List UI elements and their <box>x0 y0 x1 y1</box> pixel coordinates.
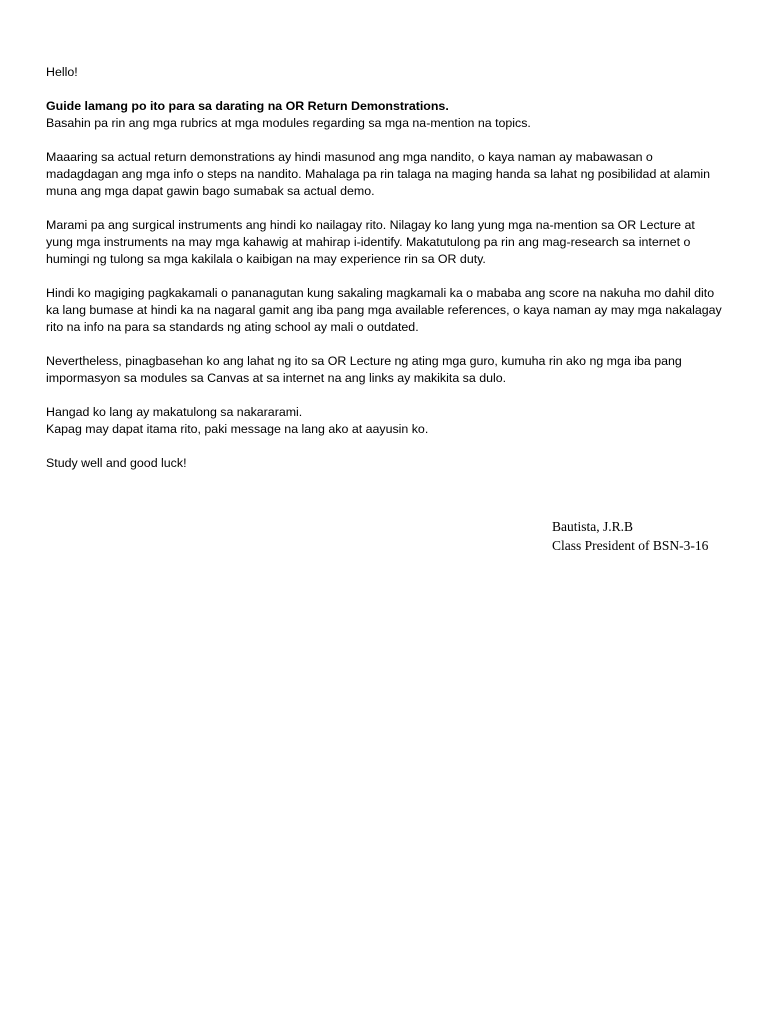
paragraph-closing <box>46 455 736 472</box>
paragraph-line: impormasyon sa modules sa Canvas at sa internet na ang links ay makikita sa dulo. <box>46 371 507 385</box>
paragraph-line: ka lang bumase at hindi ka na nagaral gamit ang iba pang mga available references, o kaya naman ay may mga nakalagay <box>46 303 722 317</box>
paragraph-sources <box>46 353 736 387</box>
closing-line: Study well and good luck! <box>46 456 187 470</box>
paragraph-hope <box>46 404 736 438</box>
paragraph-return-demo <box>46 149 736 200</box>
paragraph-line: yung mga instruments na may mga kahawig at mahirap i-identify. Makatutulong pa rin ang mag-research sa internet o <box>46 235 691 249</box>
signature-title: Class President of BSN-3-16 <box>552 538 709 553</box>
paragraph-line: Marami pa ang surgical instruments ang hindi ko nailagay rito. Nilagay ko lang yung mga na-mention sa OR Lecture at <box>46 218 695 232</box>
paragraph-line: rito na info na para sa standards ng ating school ay mali o outdated. <box>46 320 419 334</box>
greeting-text: Hello! <box>46 65 78 79</box>
paragraph-line: madagdagan ang mga info o steps na nandito. Mahalaga pa rin talaga na maging handa sa lahat ng posibilidad at alamin <box>46 167 711 181</box>
signature-block <box>552 517 708 555</box>
paragraph-line: Hangad ko lang ay makatulong sa nakararami. <box>46 405 303 419</box>
paragraph-line: Hindi ko magiging pagkakamali o pananagutan kung sakaling magkamali ka o mababa ang score na nakuha mo dahil dito <box>46 286 715 300</box>
intro-heading: Guide lamang po ito para sa darating na OR Return Demonstrations. <box>46 99 449 113</box>
intro-paragraph <box>46 98 736 132</box>
paragraph-instruments <box>46 217 736 268</box>
document-body <box>46 64 736 489</box>
intro-line: Basahin pa rin ang mga rubrics at mga modules regarding sa mga na-mention na topics. <box>46 116 531 130</box>
greeting <box>46 64 736 81</box>
paragraph-line: humingi ng tulong sa mga kakilala o kaibigan na may experience rin sa OR duty. <box>46 252 486 266</box>
paragraph-line: Kapag may dapat itama rito, paki message na lang ako at aayusin ko. <box>46 422 429 436</box>
paragraph-line: Nevertheless, pinagbasehan ko ang lahat ng ito sa OR Lecture ng ating mga guro, kumuha rin ako ng mga iba pang <box>46 354 682 368</box>
paragraph-disclaimer <box>46 285 736 336</box>
paragraph-line: Maaaring sa actual return demonstrations ay hindi masunod ang mga nandito, o kaya naman ay mabawasan o <box>46 150 653 164</box>
paragraph-line: muna ang mga dapat gawin bago sumabak sa actual demo. <box>46 184 375 198</box>
signature-name: Bautista, J.R.B <box>552 519 634 534</box>
